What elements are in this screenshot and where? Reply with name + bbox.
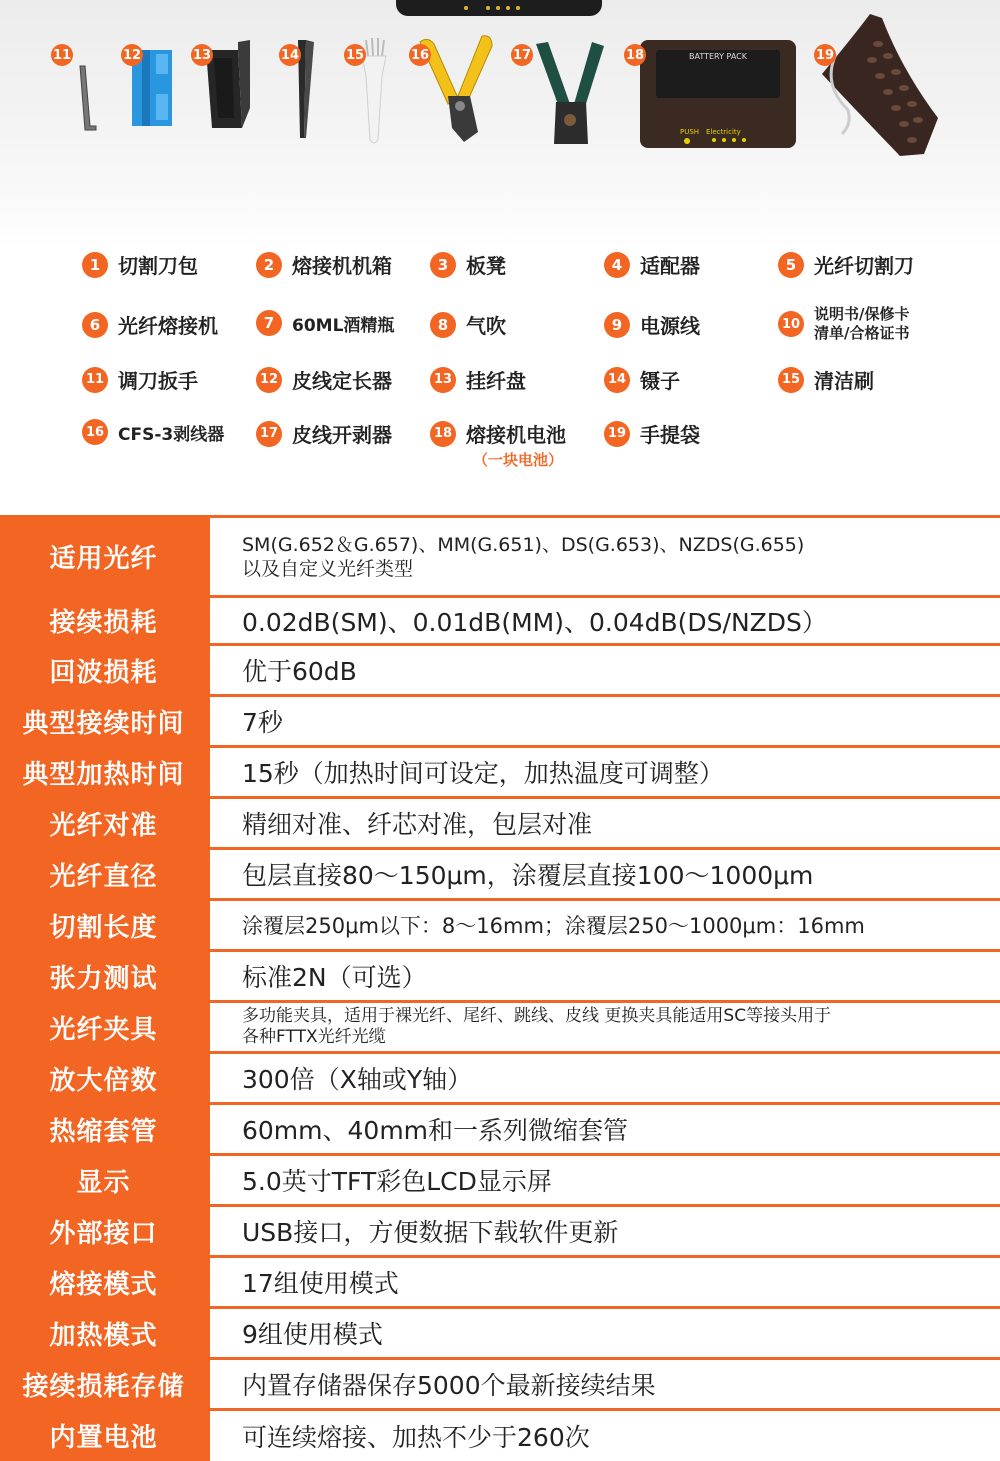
spec-table — [0, 515, 1000, 1461]
legend-number: 7 — [256, 310, 282, 336]
spec-value — [209, 1002, 1000, 1053]
spec-key: 熔接模式 — [0, 1257, 209, 1308]
legend-item-15 — [778, 365, 874, 394]
spec-row — [0, 1257, 1000, 1308]
spec-row — [0, 747, 1000, 798]
spec-key: 放大倍数 — [0, 1053, 209, 1104]
spec-row — [0, 798, 1000, 849]
fusion-splicer-base — [396, 0, 602, 16]
legend-label: CFS-3剥线器 — [118, 420, 224, 445]
legend-item-4 — [604, 250, 700, 279]
legend-sublabel: （一块电池） — [473, 449, 563, 470]
drop-cable-stripper-image — [530, 40, 610, 148]
badge-12: 12 — [121, 44, 143, 66]
spec-key: 加热模式 — [0, 1308, 209, 1359]
spec-value: 标准2N（可选） — [209, 951, 1000, 1002]
legend-label: 切割刀包 — [118, 250, 198, 279]
legend-label: 挂纤盘 — [466, 365, 526, 394]
spec-key: 张力测试 — [0, 951, 209, 1002]
legend-number: 14 — [604, 367, 630, 393]
legend-item-9 — [604, 310, 700, 339]
legend-item-17 — [256, 419, 392, 448]
spec-row — [0, 951, 1000, 1002]
badge-19: 19 — [814, 44, 836, 66]
spec-row — [0, 1359, 1000, 1410]
badge-15: 15 — [344, 44, 366, 66]
legend-number: 5 — [778, 252, 804, 278]
spec-value: 内置存储器保存5000个最新接续结果 — [209, 1359, 1000, 1410]
spec-value: 涂覆层250μm以下：8～16mm；涂覆层250～1000μm：16mm — [209, 900, 1000, 951]
spec-key: 典型加热时间 — [0, 747, 209, 798]
spec-row — [0, 900, 1000, 951]
legend-label: 气吹 — [466, 310, 506, 339]
spec-value: 可连续熔接、加热不少于260次 — [209, 1410, 1000, 1461]
spec-value: 优于60dB — [209, 645, 1000, 696]
legend-item-13 — [430, 365, 526, 394]
spec-value: 7秒 — [209, 696, 1000, 747]
legend-number: 12 — [256, 367, 282, 393]
spec-row — [0, 1053, 1000, 1104]
legend-item-5 — [778, 250, 914, 279]
spec-value: 300倍（X轴或Y轴） — [209, 1053, 1000, 1104]
spec-row — [0, 696, 1000, 747]
legend-label-line2: 清单/合格证书 — [814, 324, 909, 343]
legend-label: 调刀扳手 — [118, 365, 198, 394]
spec-row — [0, 1104, 1000, 1155]
spec-row — [0, 645, 1000, 696]
spec-key: 外部接口 — [0, 1206, 209, 1257]
legend-label: 镊子 — [640, 365, 680, 394]
spec-row — [0, 1308, 1000, 1359]
spec-key: 回波损耗 — [0, 645, 209, 696]
legend-number: 6 — [82, 312, 108, 338]
legend-number: 10 — [778, 311, 804, 337]
legend-item-3 — [430, 250, 506, 279]
spec-value: 5.0英寸TFT彩色LCD显示屏 — [209, 1155, 1000, 1206]
legend-item-10 — [778, 305, 909, 343]
spec-key: 显示 — [0, 1155, 209, 1206]
carrying-strap-image — [812, 14, 952, 164]
legend-item-12 — [256, 365, 392, 394]
legend-number: 19 — [604, 421, 630, 447]
legend-label: 电源线 — [640, 310, 700, 339]
spec-value: 0.02dB(SM)、0.01dB(MM)、0.04dB(DS/NZDS） — [209, 597, 1000, 645]
spec-key: 光纤夹具 — [0, 1002, 209, 1053]
legend-item-8 — [430, 310, 506, 339]
spec-row — [0, 1206, 1000, 1257]
legend-number: 18 — [430, 421, 456, 447]
spec-value: 精细对准、纤芯对准，包层对准 — [209, 798, 1000, 849]
legend-number: 15 — [778, 367, 804, 393]
spec-value-line2: 各种FTTX光纤光缆 — [242, 1027, 1000, 1048]
spec-key: 适用光纤 — [0, 517, 209, 597]
legend-item-6 — [82, 310, 218, 339]
badge-11: 11 — [51, 44, 73, 66]
legend-label: 清洁刷 — [814, 365, 874, 394]
legend-number: 1 — [82, 252, 108, 278]
spec-value: 17组使用模式 — [209, 1257, 1000, 1308]
electricity-label: Electricity — [706, 128, 741, 136]
legend-number: 11 — [82, 367, 108, 393]
push-label: PUSH — [680, 128, 699, 136]
legend-item-11 — [82, 365, 198, 394]
spec-row — [0, 1410, 1000, 1461]
legend-number: 13 — [430, 367, 456, 393]
battery-pack-image — [640, 40, 796, 148]
legend-number: 3 — [430, 252, 456, 278]
legend-item-14 — [604, 365, 680, 394]
legend-number: 17 — [256, 421, 282, 447]
spec-value: 15秒（加热时间可设定，加热温度可调整） — [209, 747, 1000, 798]
legend-label: 光纤熔接机 — [118, 310, 218, 339]
legend-label: 60ML酒精瓶 — [292, 311, 394, 336]
spec-key: 内置电池 — [0, 1410, 209, 1461]
legend-item-7 — [256, 310, 394, 336]
battery-label: BATTERY PACK — [660, 52, 776, 61]
spec-value: 9组使用模式 — [209, 1308, 1000, 1359]
hex-wrench-image — [76, 62, 106, 132]
spec-row — [0, 849, 1000, 900]
spec-key: 接续损耗 — [0, 597, 209, 645]
legend-item-2 — [256, 250, 392, 279]
spec-key: 光纤对准 — [0, 798, 209, 849]
spec-value: 包层直接80～150μm，涂覆层直接100～1000μm — [209, 849, 1000, 900]
legend-item-16 — [82, 419, 224, 445]
spec-value: USB接口，方便数据下载软件更新 — [209, 1206, 1000, 1257]
spec-value-line1: SM(G.652＆G.657)、MM(G.651)、DS(G.653)、NZDS(G.655) — [242, 533, 1000, 557]
badge-16: 16 — [409, 44, 431, 66]
spec-key: 热缩套管 — [0, 1104, 209, 1155]
legend-label: 手提袋 — [640, 419, 700, 448]
badge-18: 18 — [624, 44, 646, 66]
legend-number: 9 — [604, 312, 630, 338]
spec-key: 光纤直径 — [0, 849, 209, 900]
legend-number: 8 — [430, 312, 456, 338]
legend-label: 皮线开剥器 — [292, 419, 392, 448]
legend-number: 16 — [82, 419, 108, 445]
legend-label-line1: 说明书/保修卡 — [814, 305, 909, 324]
spec-row — [0, 1002, 1000, 1053]
legend-item-19 — [604, 419, 700, 448]
spec-key: 典型接续时间 — [0, 696, 209, 747]
legend-label: 熔接机机箱 — [292, 250, 392, 279]
spec-row — [0, 597, 1000, 645]
legend-item-1 — [82, 250, 198, 279]
legend-label: 皮线定长器 — [292, 365, 392, 394]
spec-value-line1: 多功能夹具，适用于裸光纤、尾纤、跳线、皮线 更换夹具能适用SC等接头用于 — [242, 1006, 1000, 1027]
legend-number: 4 — [604, 252, 630, 278]
badge-17: 17 — [511, 44, 533, 66]
legend-label: 板凳 — [466, 250, 506, 279]
legend-label: 熔接机电池 — [466, 419, 566, 448]
spec-key: 接续损耗存储 — [0, 1359, 209, 1410]
badge-14: 14 — [279, 44, 301, 66]
legend-number: 2 — [256, 252, 282, 278]
spec-value: 60mm、40mm和一系列微缩套管 — [209, 1104, 1000, 1155]
legend-label: 适配器 — [640, 250, 700, 279]
badge-13: 13 — [191, 44, 213, 66]
spec-value-line2: 以及自定义光纤类型 — [242, 557, 1000, 581]
spec-key: 切割长度 — [0, 900, 209, 951]
legend-label: 光纤切割刀 — [814, 250, 914, 279]
spec-row — [0, 517, 1000, 597]
spec-row — [0, 1155, 1000, 1206]
spec-value — [209, 517, 1000, 597]
accessories-section — [0, 0, 1000, 515]
legend-item-18 — [430, 419, 566, 448]
